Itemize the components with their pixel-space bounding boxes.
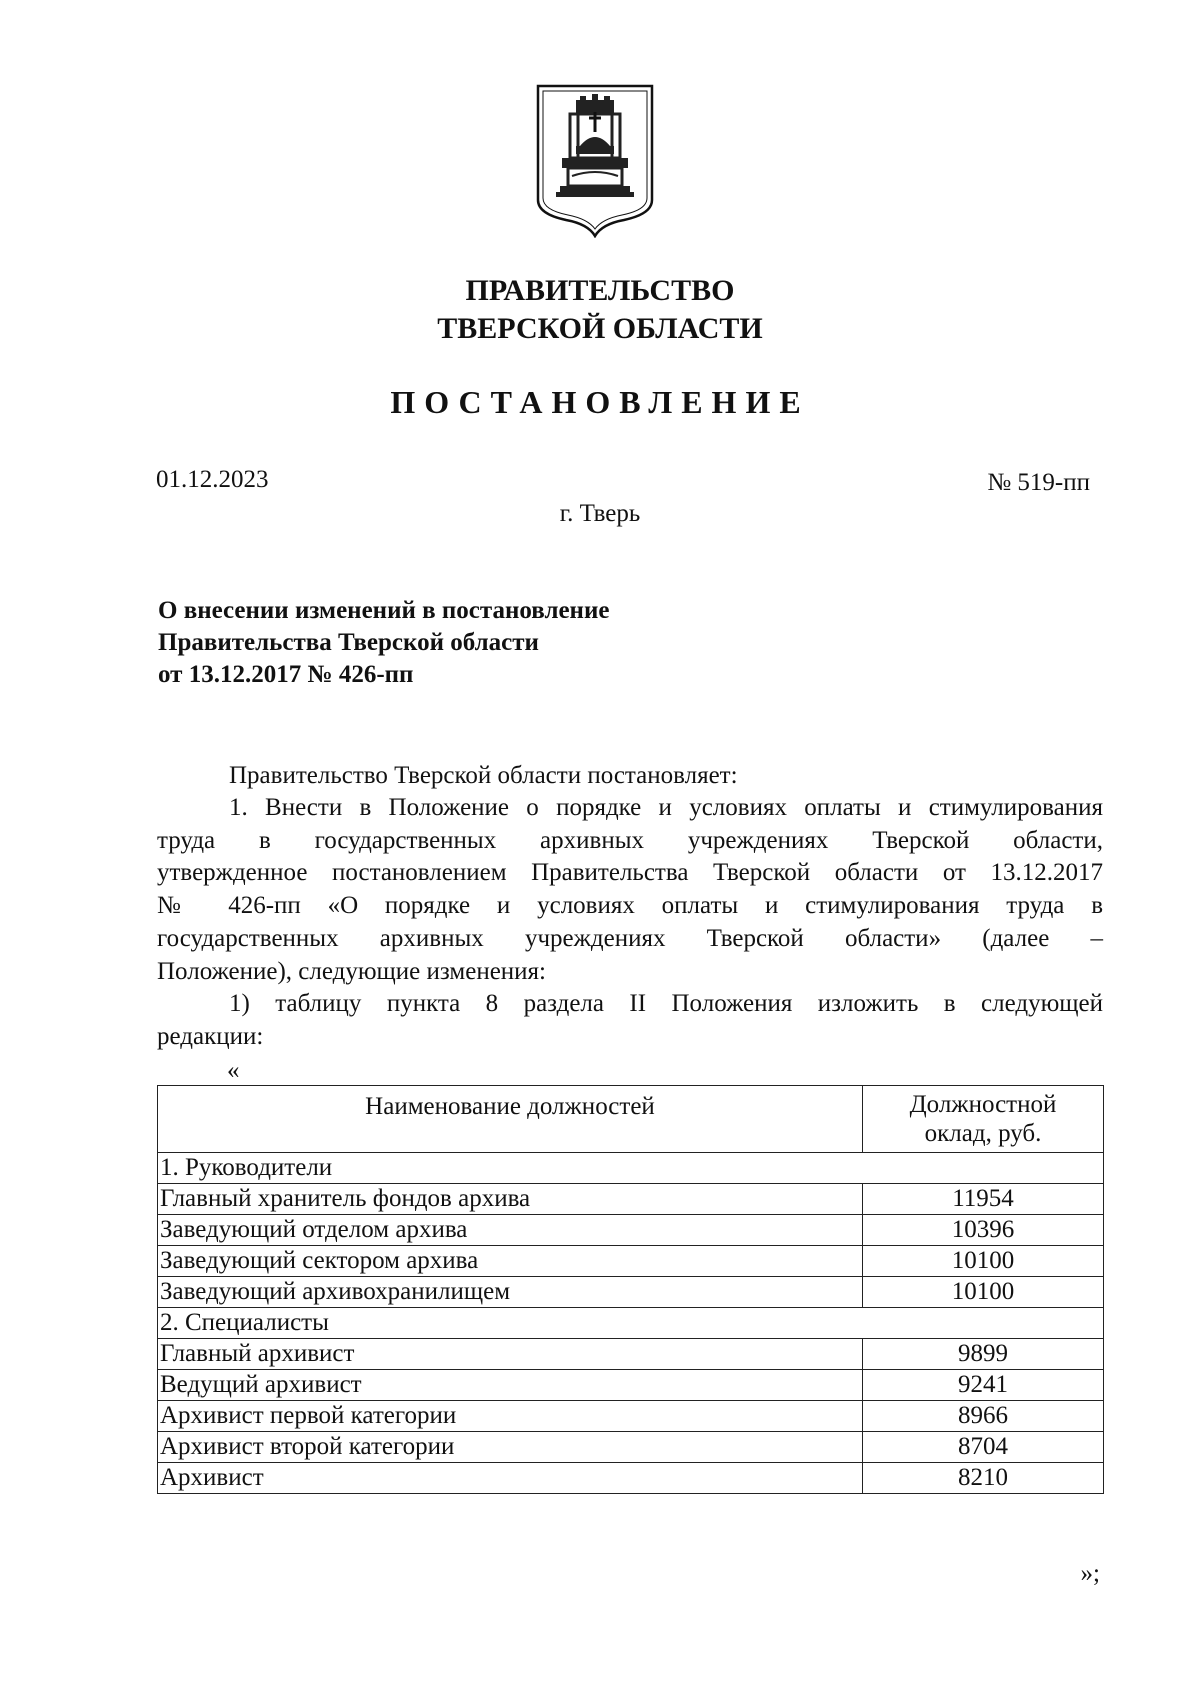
salary-value: 10100	[863, 1246, 1104, 1277]
position-name: Архивист второй категории	[158, 1432, 863, 1463]
table-row	[158, 1339, 1104, 1370]
document-number: № 519-пп	[987, 469, 1090, 496]
salary-table	[157, 1085, 1104, 1494]
resolution-body	[157, 792, 1103, 1054]
salary-value: 9241	[863, 1370, 1104, 1401]
position-name: Главный хранитель фондов архива	[158, 1184, 863, 1215]
salary-value: 10396	[863, 1215, 1104, 1246]
position-name: Главный архивист	[158, 1339, 863, 1370]
body-line: государственных архивных учреждениях Тверской области» (далее –	[157, 924, 1103, 952]
organization-title-line1: ПРАВИТЕЛЬСТВО	[465, 274, 735, 307]
body-line: Положение), следующие изменения:	[157, 957, 547, 985]
position-name: Архивист первой категории	[158, 1401, 863, 1432]
table-row	[158, 1432, 1104, 1463]
body-line: труда в государственных архивных учреждениях Тверской области,	[157, 826, 1103, 854]
column-header-salary-line1: Должностной	[909, 1091, 1057, 1118]
body-line: редакции:	[157, 1022, 264, 1050]
salary-value: 8966	[863, 1401, 1104, 1432]
column-header-salary	[863, 1086, 1104, 1153]
subject-line: Правительства Тверской области	[158, 629, 539, 656]
position-name: Заведующий сектором архива	[158, 1246, 863, 1277]
document-city: г. Тверь	[559, 500, 641, 527]
table-row	[158, 1215, 1104, 1246]
section-title: 1. Руководители	[158, 1153, 1104, 1184]
table-row	[158, 1370, 1104, 1401]
column-header-salary-line2: оклад, руб.	[924, 1120, 1042, 1147]
table-section-row	[158, 1153, 1104, 1184]
body-line: 1. Внести в Положение о порядке и условиях оплаты и стимулирования	[229, 794, 1103, 821]
subject-line: от 13.12.2017 № 426-пп	[158, 661, 414, 688]
table-row	[158, 1401, 1104, 1432]
salary-value: 11954	[863, 1184, 1104, 1215]
subject-line: О внесении изменений в постановление	[158, 597, 610, 624]
body-line: утвержденное постановлением Правительства Тверской области от 13.12.2017	[157, 859, 1103, 887]
resolution-intro: Правительство Тверской области постановляет:	[229, 762, 738, 789]
table-header-row	[158, 1086, 1104, 1153]
body-line: 1) таблицу пункта 8 раздела II Положения изложить в следующей	[229, 990, 1103, 1018]
position-name: Ведущий архивист	[158, 1370, 863, 1401]
document-date: 01.12.2023	[156, 466, 269, 493]
salary-value: 8210	[863, 1463, 1104, 1494]
body-line: № 426-пп «О порядке и условиях оплаты и стимулирования труда в	[157, 892, 1103, 920]
document-type: ПОСТАНОВЛЕНИЕ	[390, 384, 810, 420]
opening-quote: «	[227, 1057, 240, 1084]
organization-title-line2: ТВЕРСКОЙ ОБЛАСТИ	[437, 312, 763, 345]
table-row	[158, 1184, 1104, 1215]
table-row	[158, 1277, 1104, 1308]
salary-value: 8704	[863, 1432, 1104, 1463]
section-title: 2. Специалисты	[158, 1308, 1104, 1339]
column-header-position: Наименование должностей	[158, 1086, 863, 1153]
table-section-row	[158, 1308, 1104, 1339]
closing-quote: »;	[1080, 1560, 1100, 1587]
salary-value: 10100	[863, 1277, 1104, 1308]
table-row	[158, 1246, 1104, 1277]
position-name: Заведующий архивохранилищем	[158, 1277, 863, 1308]
salary-value: 9899	[863, 1339, 1104, 1370]
table-row	[158, 1463, 1104, 1494]
coat-of-arms-emblem	[534, 82, 656, 238]
position-name: Архивист	[158, 1463, 863, 1494]
position-name: Заведующий отделом архива	[158, 1215, 863, 1246]
